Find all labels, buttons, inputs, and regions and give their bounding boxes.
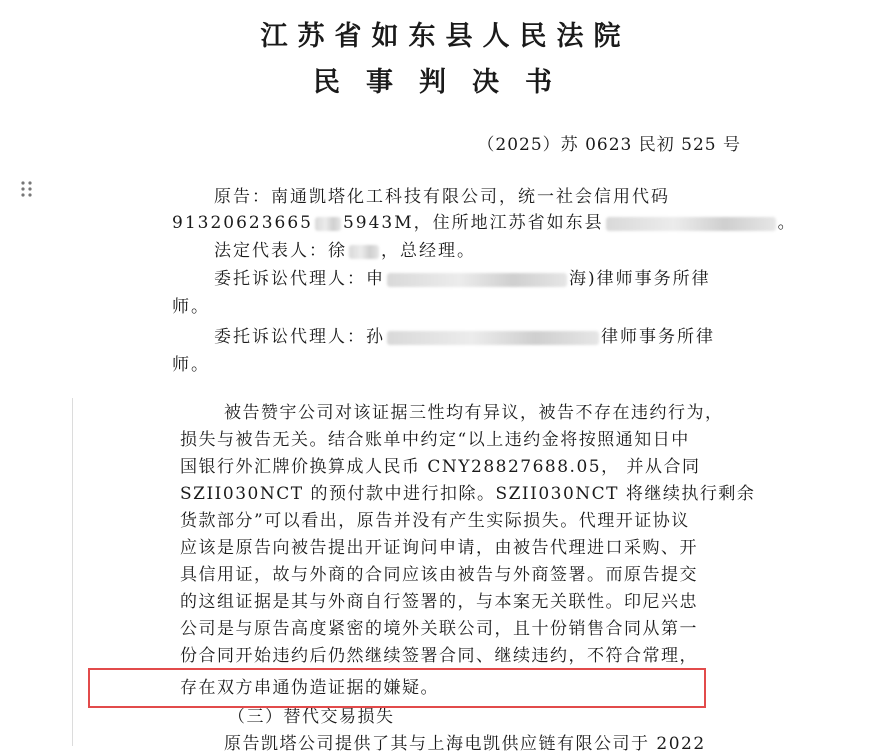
agent1-start: 申 <box>366 269 385 289</box>
drag-handle-icon[interactable] <box>20 180 34 198</box>
credit-code-start: 91320623665 <box>172 213 313 233</box>
redacted-mark <box>387 331 599 345</box>
redacted-mark <box>606 217 776 231</box>
plaintiff-label: 原告： <box>214 187 271 207</box>
section-heading: （三）替代交易损失 <box>228 707 395 727</box>
agent1-line <box>214 268 711 290</box>
address-end: 。 <box>777 213 797 233</box>
agent1-wrap: 师。 <box>172 297 210 317</box>
body-line: 国银行外汇牌价换算成人民币 CNY28827688.05， 并从合同 <box>180 457 701 477</box>
body-line: 的这组证据是其与外商自行签署的，与本案无关联性。印尼兴忠 <box>180 592 698 612</box>
credit-code-end: 5943M，住所地江苏省如东县 <box>342 213 604 233</box>
body-line: 份合同开始违约后仍然继续签署合同、继续违约，不符合常理， <box>180 646 698 666</box>
agent1-mid: 海 <box>569 269 588 289</box>
rep-label: 法定代表人： <box>214 241 328 261</box>
rep-name-start: 徐 <box>328 241 347 261</box>
agent2-start: 孙 <box>366 327 385 347</box>
court-name: 江苏省如东县人民法院 <box>260 21 631 52</box>
highlight-box <box>88 668 706 708</box>
body-line: 公司是与原告高度紧密的境外关联公司，且十份销售合同从第一 <box>180 619 698 639</box>
redacted-mark <box>349 245 379 259</box>
agent1-end: )律师事务所律 <box>588 269 711 289</box>
plaintiff-text: 南通凯塔化工科技有限公司，统一社会信用代码 <box>271 187 670 207</box>
agent1-label: 委托诉讼代理人： <box>214 269 366 289</box>
body-line: 被告赞宇公司对该证据三性均有异议，被告不存在违约行为， <box>224 403 724 423</box>
case-number: （2025）苏 0623 民初 525 号 <box>477 135 741 155</box>
body-line: SZII030NCT 的预付款中进行扣除。SZII030NCT 将继续执行剩余 <box>180 484 756 504</box>
body-line: 具信用证，故与外商的合同应该由被告与外商签署。而原告提交 <box>180 565 698 585</box>
body-line: 应该是原告向被告提出开证询问申请，由被告代理进口采购、开 <box>180 538 698 558</box>
body-line: 损失与被告无关。结合账单中约定“以上违约金将按照通知日中 <box>180 430 690 450</box>
redacted-mark <box>387 273 567 287</box>
agent2-line <box>214 326 715 348</box>
credit-code-line <box>172 212 797 234</box>
agent2-wrap: 师。 <box>172 355 210 375</box>
legal-rep-line <box>214 240 476 262</box>
agent2-label: 委托诉讼代理人： <box>214 327 366 347</box>
highlighted-body-line: 存在双方串通伪造证据的嫌疑。 <box>180 678 439 698</box>
body-line: 原告凯塔公司提供了其与上海电凯供应链有限公司于 2022 <box>224 734 706 754</box>
section-divider <box>72 398 73 746</box>
body-line: 货款部分”可以看出，原告并没有产生实际损失。代理开证协议 <box>180 511 690 531</box>
rep-title: ，总经理。 <box>381 241 476 261</box>
document-type-title: 民事判决书 <box>313 67 578 98</box>
agent2-end: 律师事务所律 <box>601 327 715 347</box>
plaintiff-line <box>214 186 670 208</box>
redacted-mark <box>315 217 341 231</box>
